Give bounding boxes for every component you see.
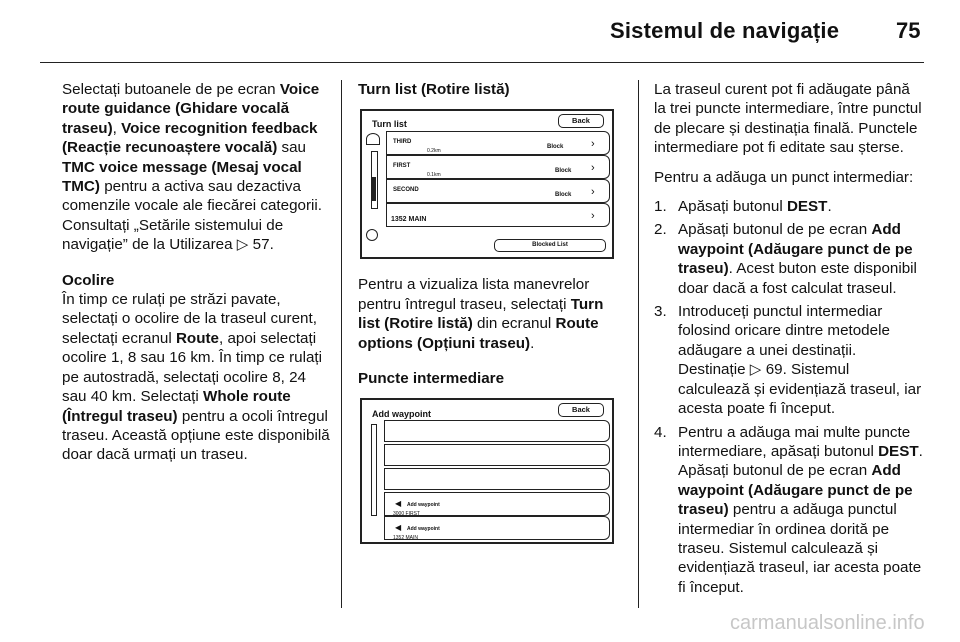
list-item: 4. Pentru a adăuga mai multe puncte intermediare, apăsați butonul DEST. Apăsați butonul de pe ecran Add waypoint (Adăugare punct de pe traseu) pentru a adăuga punctul intermediar în ordinea dorită pe traseu. Sistemul calculează și evidențiază traseul, iar acesta poate fi început. [654,423,923,596]
add-waypoint-title: Add waypoint [372,409,431,420]
column-1 [62,80,332,475]
turn-list-row[interactable]: FIRST 0.1km Block › [386,155,610,179]
list-item: 1. Apăsați butonul DEST. [654,198,832,216]
chevron-right-icon: › [591,162,595,175]
scroll-bar[interactable] [371,424,377,516]
waypoint-row[interactable]: ◀ Add waypoint 3000 FIRST [384,492,610,516]
page-title: Sistemul de navigație [610,18,840,43]
flag-icon: ◀ [395,499,402,509]
voice-settings-paragraph: Selectați butoanele de pe ecran Voice route guidance (Ghidare vocală traseu), Voice recognition feedback (Reacție recunoaștere vocală) sau TMC voice message (Mesaj vocal TMC) pentru a activa sau dezactiva comenzile vocale ale fiecărei categorii. Consultați „Setările sistemului de navigație” de la Utilizarea ▷ 57. [62,81,323,254]
turn-list-row[interactable]: THIRD 0.2km Block › [386,131,610,155]
waypoint-row[interactable]: ◀ Add waypoint 1352 MAIN [384,516,610,540]
turn-list-title: Turn list [372,119,407,130]
empty-row[interactable] [384,444,610,466]
waypoint-heading: Puncte intermediare [358,370,505,388]
back-button[interactable]: Back [558,114,604,128]
page-number: 75 [896,18,921,43]
empty-row[interactable] [384,468,610,490]
turn-list-heading: Turn list (Rotire listă) [358,81,510,98]
ocolire-paragraph: În timp ce rulați pe străzi pavate, selectați o ocolire de la traseul curent, selectați ecranul Route, apoi selectați ocolire 1, 8 sau 16 km. În timp ce rulați pe autostradă, selectați ocolire 8, 24 sau 40 km. Selectați Whole route (Întregul traseu) pentru a ocoli întregul traseu. Această opțiune este disponibilă doar dacă urmați un traseu. [62,291,330,464]
header-rule [40,62,924,63]
page-ref[interactable]: 57 [252,236,270,254]
destination-icon [366,229,378,241]
warning-icon [366,133,380,145]
page-ref[interactable]: 69 [765,361,783,379]
intro-paragraph: La traseul curent pot fi adăugate până la trei puncte intermediare, între punctul de plecare și destinația finală. Punctele intermediare pot fi editate sau șterse. [654,81,922,157]
watermark: carmanualsonline.info [730,612,925,634]
turn-list-screen [360,109,614,259]
chevron-right-icon: › [591,210,595,223]
ocolire-heading: Ocolire [62,271,115,289]
add-waypoint-screen [360,398,614,544]
flag-icon: ◀ [395,523,402,533]
column-3 [654,80,924,601]
page-ref-icon: ▷ [749,361,762,379]
column-divider [341,80,342,608]
blocked-list-button[interactable]: Blocked List [494,239,606,252]
steps-list [654,197,924,597]
turn-list-row[interactable]: SECOND Block › [386,179,610,203]
chevron-right-icon: › [591,138,595,151]
list-item: 3. Introduceți punctul intermediar folosind oricare dintre metodele adăugare a unei destinații. Destinație ▷ 69. Sistemul calculează și evidențiază traseul, iar acesta poate fi început. [654,303,922,418]
column-divider [638,80,639,608]
list-item: 2. Apăsați butonul de pe ecran Add waypoint (Adăugare punct de pe traseu). Acest buton este disponibil doar dacă a fost calculat traseul. [654,221,917,297]
instruction-paragraph: Pentru a adăuga un punct intermediar: [654,168,914,186]
turn-list-paragraph: Pentru a vizualiza lista manevrelor pentru întregul traseu, selectați Turn list (Rotire listă) din ecranul Route options (Opțiuni traseu). [358,276,604,352]
chevron-right-icon: › [591,186,595,199]
back-button[interactable]: Back [558,403,604,417]
turn-list-row[interactable]: 1352 MAIN › [386,203,610,227]
empty-row[interactable] [384,420,610,442]
scroll-thumb[interactable] [371,177,376,201]
page-ref-icon: ▷ [236,236,249,254]
column-2 [358,80,620,560]
